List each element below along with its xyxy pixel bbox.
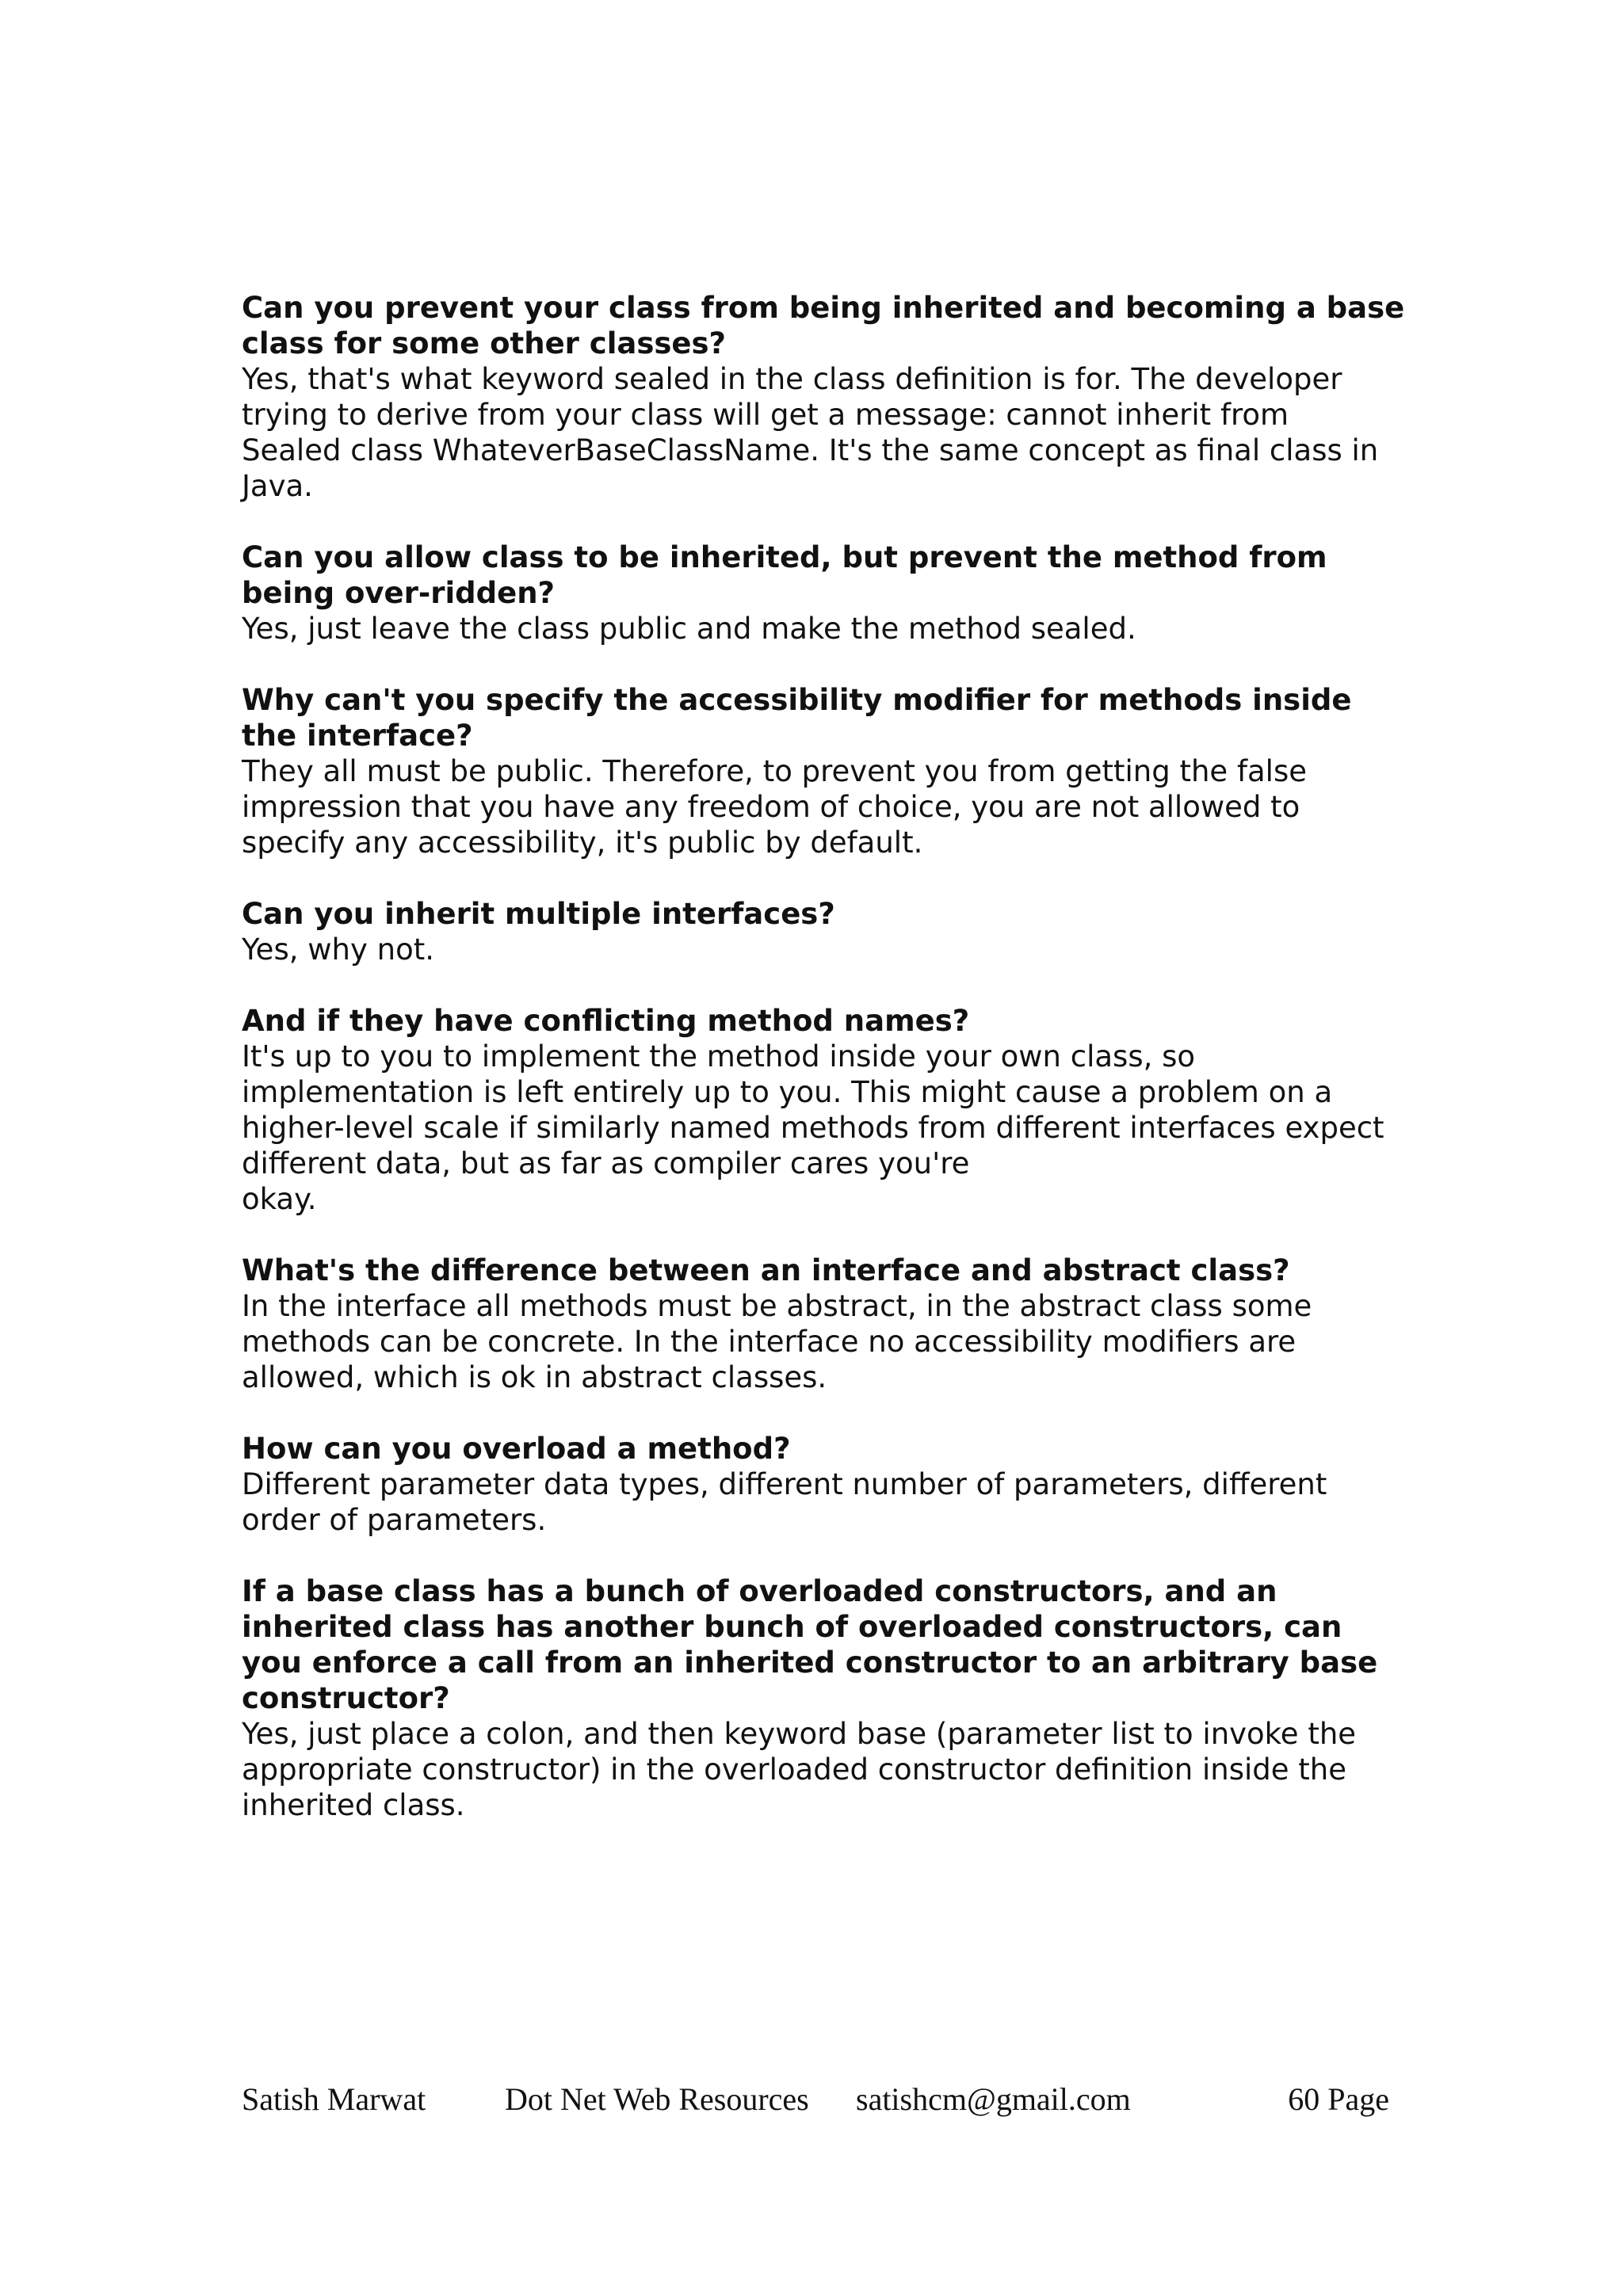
qa-item [242,682,1407,860]
qa-item [242,290,1407,504]
answer-line: allowed, which is ok in abstract classes. [242,1360,827,1394]
answer-line: inherited class. [242,1788,465,1822]
question: If a base class has a bunch of overloaded constructors, and an inherited class has another bunch of overloaded constructors, can you enforce a call from an inherited constructor to an arbitrary base constructor? [242,1574,1378,1715]
document-body [242,290,1407,1859]
answer-line: methods can be concrete. In the interface no accessibility modifiers are [242,1325,1296,1359]
answer-line: In the interface all methods must be abstract, in the abstract class some [242,1289,1312,1323]
answer-line: appropriate constructor) in the overloaded constructor definition inside the [242,1753,1346,1787]
qa-item [242,1003,1407,1217]
question: How can you overload a method? [242,1432,791,1466]
answer-line: specify any accessibility, it's public by default. [242,826,923,860]
answer [242,1466,1407,1538]
qa-item [242,1253,1407,1395]
qa-item [242,540,1407,646]
answer [242,1039,1407,1217]
answer [242,753,1407,860]
question: Can you allow class to be inherited, but prevent the method from being over-ridden? [242,540,1327,610]
answer-line: Java. [242,469,313,503]
footer-author: Satish Marwat [242,2081,426,2117]
answer [242,611,1407,646]
answer-line: Yes, that's what keyword sealed in the class definition is for. The developer [242,362,1342,396]
answer [242,1716,1407,1823]
footer-email: satishcm@gmail.com [856,2081,1131,2117]
qa-item [242,896,1407,967]
question: Can you prevent your class from being inherited and becoming a base class for some other classes? [242,291,1405,360]
answer [242,361,1407,504]
qa-item [242,1431,1407,1538]
answer-line: Yes, just place a colon, and then keyword base (parameter list to invoke the [242,1717,1357,1751]
answer-line: Different parameter data types, different number of parameters, different [242,1467,1327,1501]
answer-line: higher-level scale if similarly named methods from different interfaces expect [242,1111,1384,1145]
answer-line: Yes, just leave the class public and make the method sealed. [242,612,1136,646]
question: Can you inherit multiple interfaces? [242,897,835,931]
answer-line: order of parameters. [242,1503,547,1537]
answer-line: They all must be public. Therefore, to prevent you from getting the false [242,754,1307,788]
footer-page-number: 60 Page [1288,2081,1389,2117]
answer-line: impression that you have any freedom of choice, you are not allowed to [242,790,1300,824]
answer-line: Yes, why not. [242,933,434,967]
question: And if they have conflicting method names? [242,1004,970,1038]
answer-line: implementation is left entirely up to you. This might cause a problem on a [242,1075,1333,1109]
answer-line: trying to derive from your class will get a message: cannot inherit from [242,398,1289,432]
answer-line: It's up to you to implement the method inside your own class, so [242,1039,1196,1074]
question: Why can't you specify the accessibility modifier for methods inside the interface? [242,683,1352,753]
page-footer [242,2080,1389,2119]
answer-line: different data, but as far as compiler cares you're [242,1146,970,1180]
answer [242,1288,1407,1395]
question: What's the difference between an interface and abstract class? [242,1253,1290,1287]
answer [242,932,1407,967]
answer-line: okay. [242,1182,317,1216]
qa-item [242,1573,1407,1823]
footer-site-name: Dot Net Web Resources [505,2081,809,2117]
answer-line: Sealed class WhateverBaseClassName. It's the same concept as final class in [242,433,1379,467]
